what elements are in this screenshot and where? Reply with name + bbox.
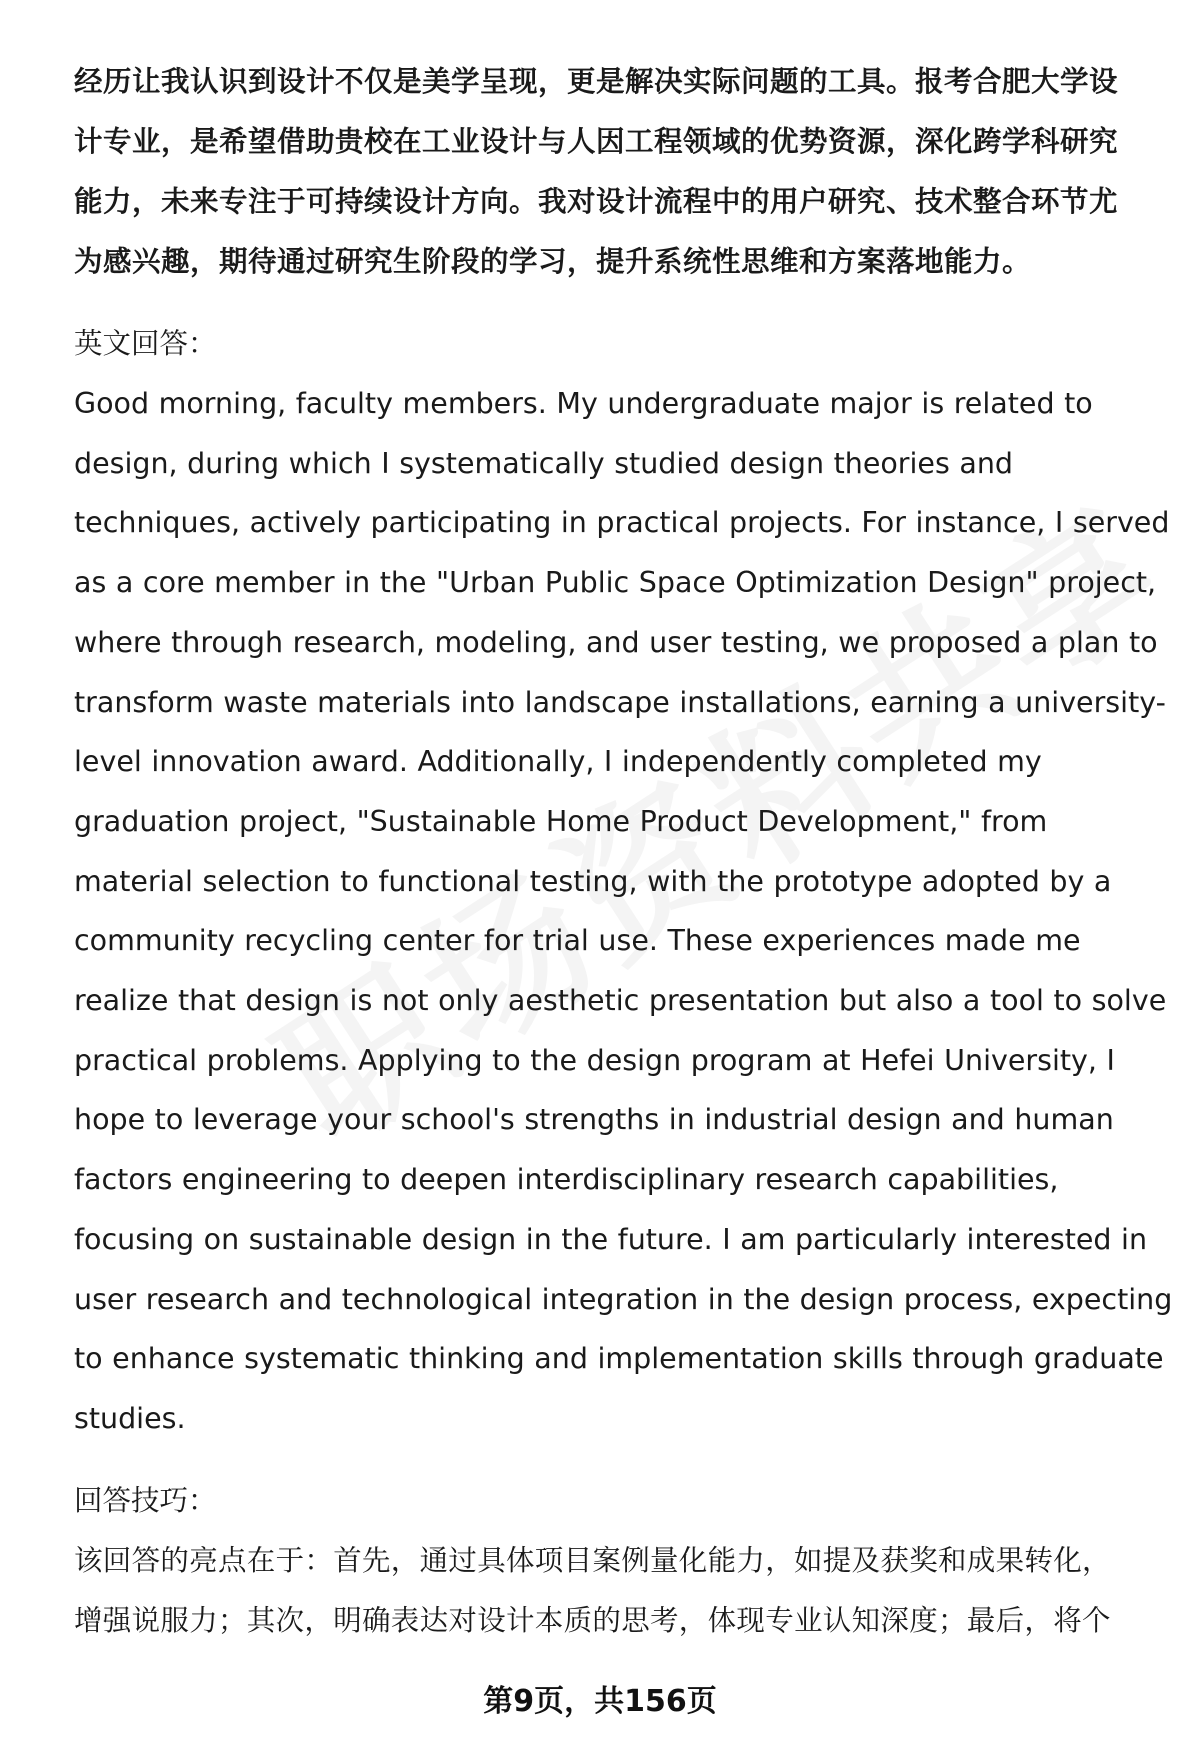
english-answer-paragraph [74, 374, 1173, 1449]
english-answer-line: user research and technological integration in the design process, expecting [74, 1282, 1173, 1316]
english-answer-line: transform waste materials into landscape installations, earning a university- [74, 685, 1166, 719]
chinese-answer-line: 能力，未来专注于可持续设计方向。我对设计流程中的用户研究、技术整合环节尤 [74, 185, 1119, 218]
english-answer-line: factors engineering to deepen interdisciplinary research capabilities, [74, 1163, 1059, 1197]
answer-tips-line: 增强说服力；其次，明确表达对设计本质的思考，体现专业认知深度；最后，将个 [74, 1603, 1111, 1637]
english-answer-line: hope to leverage your school's strengths in industrial design and human [74, 1103, 1114, 1137]
english-answer-line: design, during which I systematically studied design theories and [74, 446, 1013, 480]
chinese-answer-paragraph [74, 52, 1164, 292]
chinese-answer-line: 经历让我认识到设计不仅是美学呈现，更是解决实际问题的工具。报考合肥大学设 [74, 65, 1119, 98]
english-answer-line: to enhance systematic thinking and implementation skills through graduate [74, 1342, 1164, 1376]
english-answer-line: Good morning, faculty members. My undergraduate major is related to [74, 387, 1093, 420]
english-answer-line: community recycling center for trial use. These experiences made me [74, 924, 1081, 958]
english-answer-line: as a core member in the "Urban Public Space Optimization Design" project, [74, 566, 1157, 600]
english-answer-line: focusing on sustainable design in the future. I am particularly interested in [74, 1222, 1148, 1256]
chinese-answer-line: 为感兴趣，期待通过研究生阶段的学习，提升系统性思维和方案落地能力。 [74, 245, 1032, 278]
page-number-footer: 第9页，共156页 [483, 1684, 717, 1719]
document-page [74, 52, 1173, 1651]
answer-tips-paragraph [74, 1531, 1164, 1651]
english-answer-line: techniques, actively participating in practical projects. For instance, I served [74, 506, 1170, 540]
english-answer-line: material selection to functional testing, with the prototype adopted by a [74, 864, 1112, 898]
answer-tips-heading: 回答技巧： [74, 1483, 217, 1517]
english-answer-line: studies. [74, 1401, 186, 1435]
english-answer-line: practical problems. Applying to the design program at Hefei University, I [74, 1043, 1115, 1077]
english-answer-line: where through research, modeling, and user testing, we proposed a plan to [74, 625, 1158, 659]
answer-tips-line: 该回答的亮点在于：首先，通过具体项目案例量化能力，如提及获奖和成果转化， [74, 1543, 1111, 1577]
chinese-answer-line: 计专业，是希望借助贵校在工业设计与人因工程领域的优势资源，深化跨学科研究 [74, 125, 1119, 158]
english-answer-line: level innovation award. Additionally, I independently completed my [74, 745, 1042, 779]
english-answer-line: realize that design is not only aesthetic presentation but also a tool to solve [74, 984, 1167, 1018]
english-answer-line: graduation project, "Sustainable Home Product Development," from [74, 804, 1048, 838]
english-answer-heading: 英文回答： [74, 327, 217, 360]
